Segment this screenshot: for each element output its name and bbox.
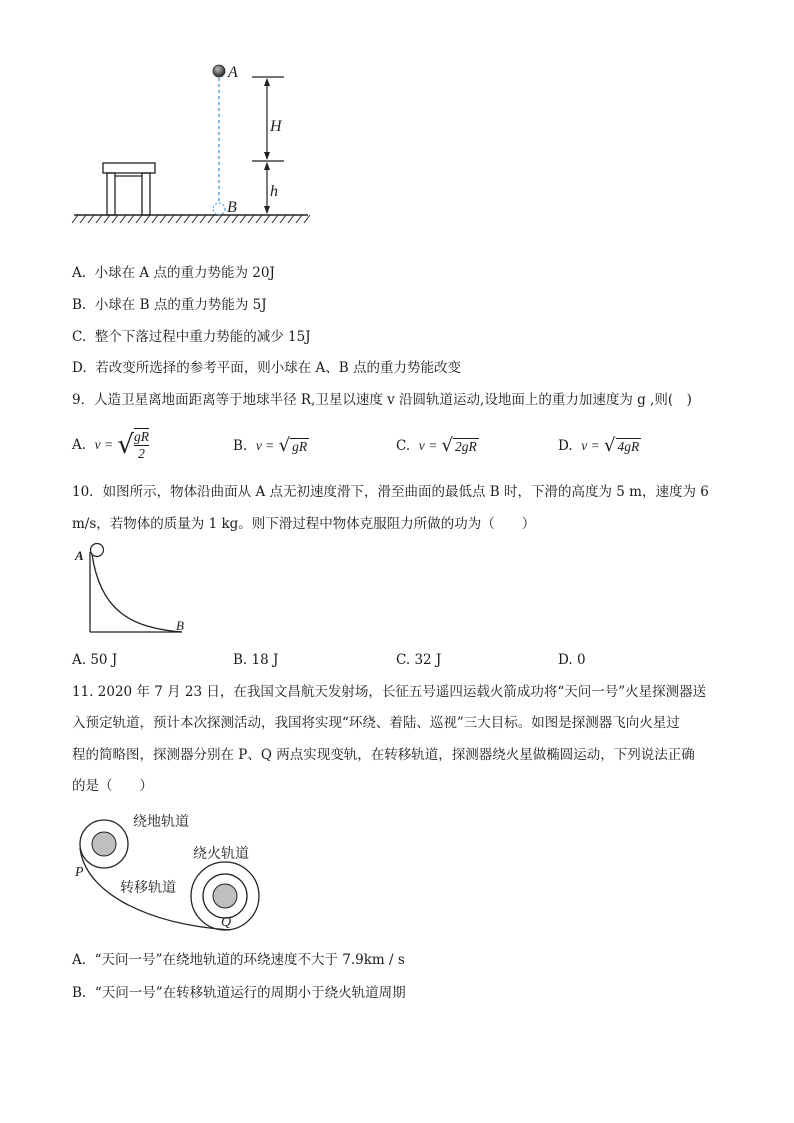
q8-option-d[interactable] [72,358,461,378]
formula-lhs: v = [581,437,600,453]
sqrt-sign: √ [441,435,453,456]
radicand: 4gR [617,438,640,454]
option-text: 50 J [90,652,118,668]
sqrt-sign: √ [604,435,616,456]
slope-label-A: A [75,548,84,563]
q9-stem: 9．人造卫星离地面距离等于地球半径 R,卫星以速度 v 沿圆轨道运动,设地面上的重力加速度为 g ,则( ) [72,392,692,408]
option-letter: B. [72,297,87,313]
q10-stem-line2: m/s，若物体的质量为 1 kg。则下滑过程中物体克服阻力所做的功为（ ） [72,516,536,532]
label-A: A [228,64,238,81]
radicand: 2gR [455,438,477,454]
option-letter: D. [558,652,573,668]
option-letter: A. [72,437,87,453]
label-H: H [270,118,282,135]
formula-lhs: v = [418,437,438,453]
ground-hatch [72,215,310,223]
option-letter: B. [233,652,248,668]
option-letter: A. [72,265,87,281]
q11-stem-line4: 的是（ ） [72,778,153,794]
q9-option-a[interactable] [72,427,149,463]
slope-curve [92,554,182,632]
earth-icon [92,832,116,856]
fraction-denominator: 2 [138,446,145,461]
option-letter: C. [396,437,411,454]
label-B: B [227,199,237,216]
q8-option-a[interactable] [72,263,275,283]
option-letter: D. [558,437,573,454]
point-P-label: P [75,865,84,880]
option-text: 小球在 A 点的重力势能为 20J [94,265,275,281]
ball-B [213,203,225,215]
sqrt-sign: √ [117,430,134,460]
option-letter: C. [396,652,411,668]
option-text: “天问一号”在绕地轨道的环绕速度不大于 7.9km / s [94,952,405,968]
label-h: h [270,183,278,200]
formula-lhs: v = [94,437,114,452]
fraction [134,428,149,462]
earth-orbit-label: 绕地轨道 [133,814,189,830]
q9-option-c[interactable] [396,435,479,456]
curved-slope-diagram [70,540,200,640]
table-icon [103,163,155,215]
q9-option-b[interactable] [233,435,309,456]
fraction-numerator: gR [134,429,149,444]
mars-orbit-label: 绕火轨道 [193,846,249,862]
point-Q-label: Q [221,915,232,930]
formula-lhs: v = [255,437,275,453]
q11-option-b[interactable] [72,983,406,1003]
option-letter: A. [72,952,87,968]
option-text: 整个下落过程中重力势能的减少 15J [94,329,311,345]
q11-option-a[interactable] [72,950,405,970]
option-letter: D. [72,360,87,376]
transfer-orbit-label: 转移轨道 [120,880,176,896]
option-text: 若改变所选择的参考平面，则小球在 A、B 点的重力势能改变 [95,360,461,376]
q10-stem-line1: 10．如图所示，物体沿曲面从 A 点无初速度滑下，滑至曲面的最低点 B 时，下滑的高度为 5 m，速度为 6 [72,484,709,500]
mars-icon [213,884,237,908]
q9-option-d[interactable] [558,435,641,456]
option-letter: A. [72,652,87,668]
option-letter: C. [72,329,87,345]
option-text: 0 [576,652,586,668]
q10-option-c[interactable] [396,650,441,670]
slope-label-B: B [176,618,184,633]
option-text: “天问一号”在转移轨道运行的周期小于绕火轨道周期 [94,985,406,1001]
q11-stem-line1: 11. 2020 年 7 月 23 日，在我国文昌航天发射场，长征五号遥四运载火箭成功将“天问一号”火星探测器送 [72,684,707,700]
q8-option-c[interactable] [72,327,311,347]
sqrt-sign: √ [278,435,291,456]
q11-stem-line2: 入预定轨道，预计本次探测活动，我国将实现“环绕、着陆、巡视”三大目标。如图是探测器飞向火星过 [72,715,680,731]
orbit-transfer-diagram [65,802,305,937]
option-text: 32 J [414,652,442,668]
q8-option-b[interactable] [72,295,267,315]
ball-A [213,65,225,77]
q10-option-d[interactable] [558,650,586,670]
option-letter: B. [233,437,248,454]
free-fall-diagram [60,55,320,230]
radicand: gR [292,438,308,454]
q10-option-b[interactable] [233,650,278,670]
option-letter: B. [72,985,87,1001]
option-text: 小球在 B 点的重力势能为 5J [94,297,267,313]
q10-option-a[interactable] [72,650,117,670]
q11-stem-line3: 程的简略图，探测器分别在 P、Q 两点实现变轨，在转移轨道，探测器绕火星做椭圆运动，下列说法正确 [72,747,695,763]
slope-ball [91,544,104,557]
option-text: 18 J [251,652,279,668]
